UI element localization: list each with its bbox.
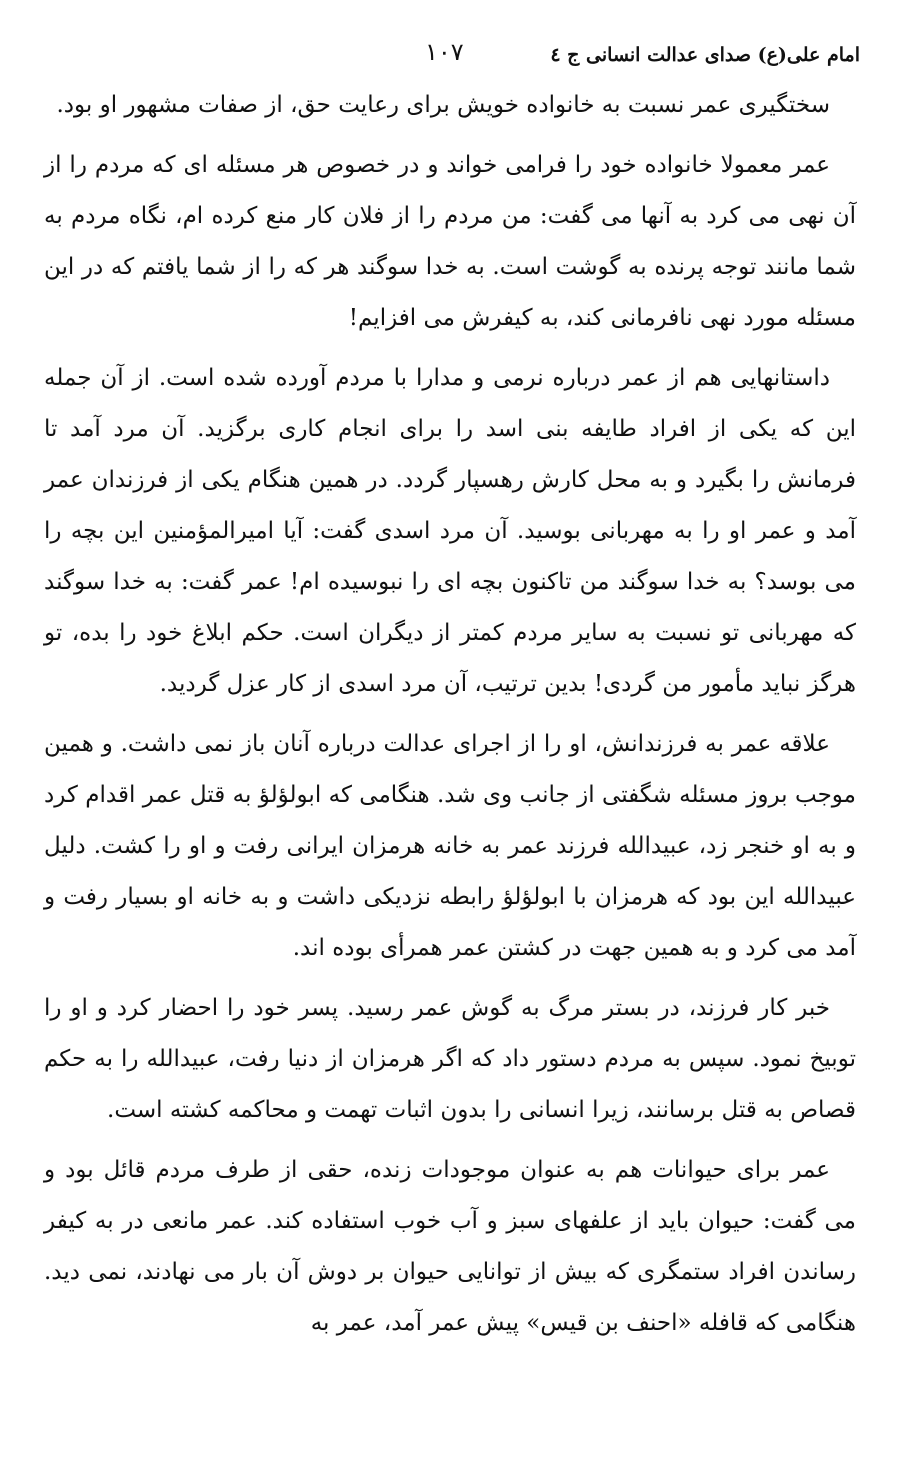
paragraph: داستانهایی هم از عمر درباره نرمی و مدارا با مردم آورده شده است. از آن جمله این که یکی از افراد طایفه بنی اسد را برای انجام کاری برگزید. آن مرد آمد تا فرمانش را بگیرد و به محل کارش رهسپار گردد. در همین هنگام یکی از فرزندان عمر آمد و عمر او را به مهربانی بوسید. آن مرد اسدی گفت: آیا امیرالمؤمنین این بچه را می بوسد؟ به خدا سوگند من تاکنون بچه ای را نبوسیده ام! عمر گفت: به خدا سوگند که مهربانی تو نسبت به سایر مردم کمتر از دیگران است. حکم ابلاغ خود را بده، تو هرگز نباید مأمور من گردی! بدین ترتیب، آن مرد اسدی از کار عزل گردید. xyxy=(44,365,856,697)
paragraph: خبر کار فرزند، در بستر مرگ به گوش عمر رسید. پسر خود را احضار کرد و او را توبیخ نمود. سپس به مردم دستور داد که اگر هرمزان از دنیا رفت، عبیدالله را به حکم قصاص به قتل برسانند، زیرا انسانی را بدون اثبات تهمت و محاکمه کشته است. xyxy=(44,995,856,1123)
paragraph: سختگیری عمر نسبت به خانواده خویش برای رعایت حق، از صفات مشهور او بود. xyxy=(56,92,830,118)
paragraph: عمر معمولا خانواده خود را فرامی خواند و در خصوص هر مسئله ای که مردم را از آن نهی می کرد به آنها می گفت: من مردم را از فلان کار منع کرده ام، نگاه مردم به شما مانند توجه پرنده به گوشت است. به خدا سوگند هر که را از شما یافتم که در این مسئله مورد نهی نافرمانی کند، به کیفرش می افزایم! xyxy=(44,152,856,331)
page-number: ١٠٧ xyxy=(425,38,464,66)
running-header xyxy=(40,38,860,72)
paragraph: علاقه عمر به فرزندانش، او را از اجرای عدالت درباره آنان باز نمی داشت. و همین موجب بروز مسئله شگفتی از جانب وی شد. هنگامی که ابولؤلؤ به قتل عمر اقدام کرد و به او خنجر زد، عبیدالله فرزند عمر به خانه هرمزان ایرانی رفت و او را کشت. دلیل عبیدالله این بود که هرمزان با ابولؤلؤ رابطه نزدیکی داشت و به خانه او بسیار رفت و آمد می کرد و به همین جهت در کشتن عمر همرأی بوده اند. xyxy=(44,731,856,961)
paragraph: عمر برای حیوانات هم به عنوان موجودات زنده، حقی از طرف مردم قائل بود و می گفت: حیوان باید از علفهای سبز و آب خوب استفاده کند. عمر مانعی در به کیفر رساندن افراد ستمگری که بیش از توانایی حیوان بر دوش آن بار می نهادند، نمی دید. هنگامی که قافله «احنف بن قیس» پیش عمر آمد، عمر به xyxy=(44,1157,856,1336)
body-text xyxy=(44,80,856,1358)
book-title: امام علی(ع) صدای عدالت انسانی ج ٤ xyxy=(550,44,860,66)
